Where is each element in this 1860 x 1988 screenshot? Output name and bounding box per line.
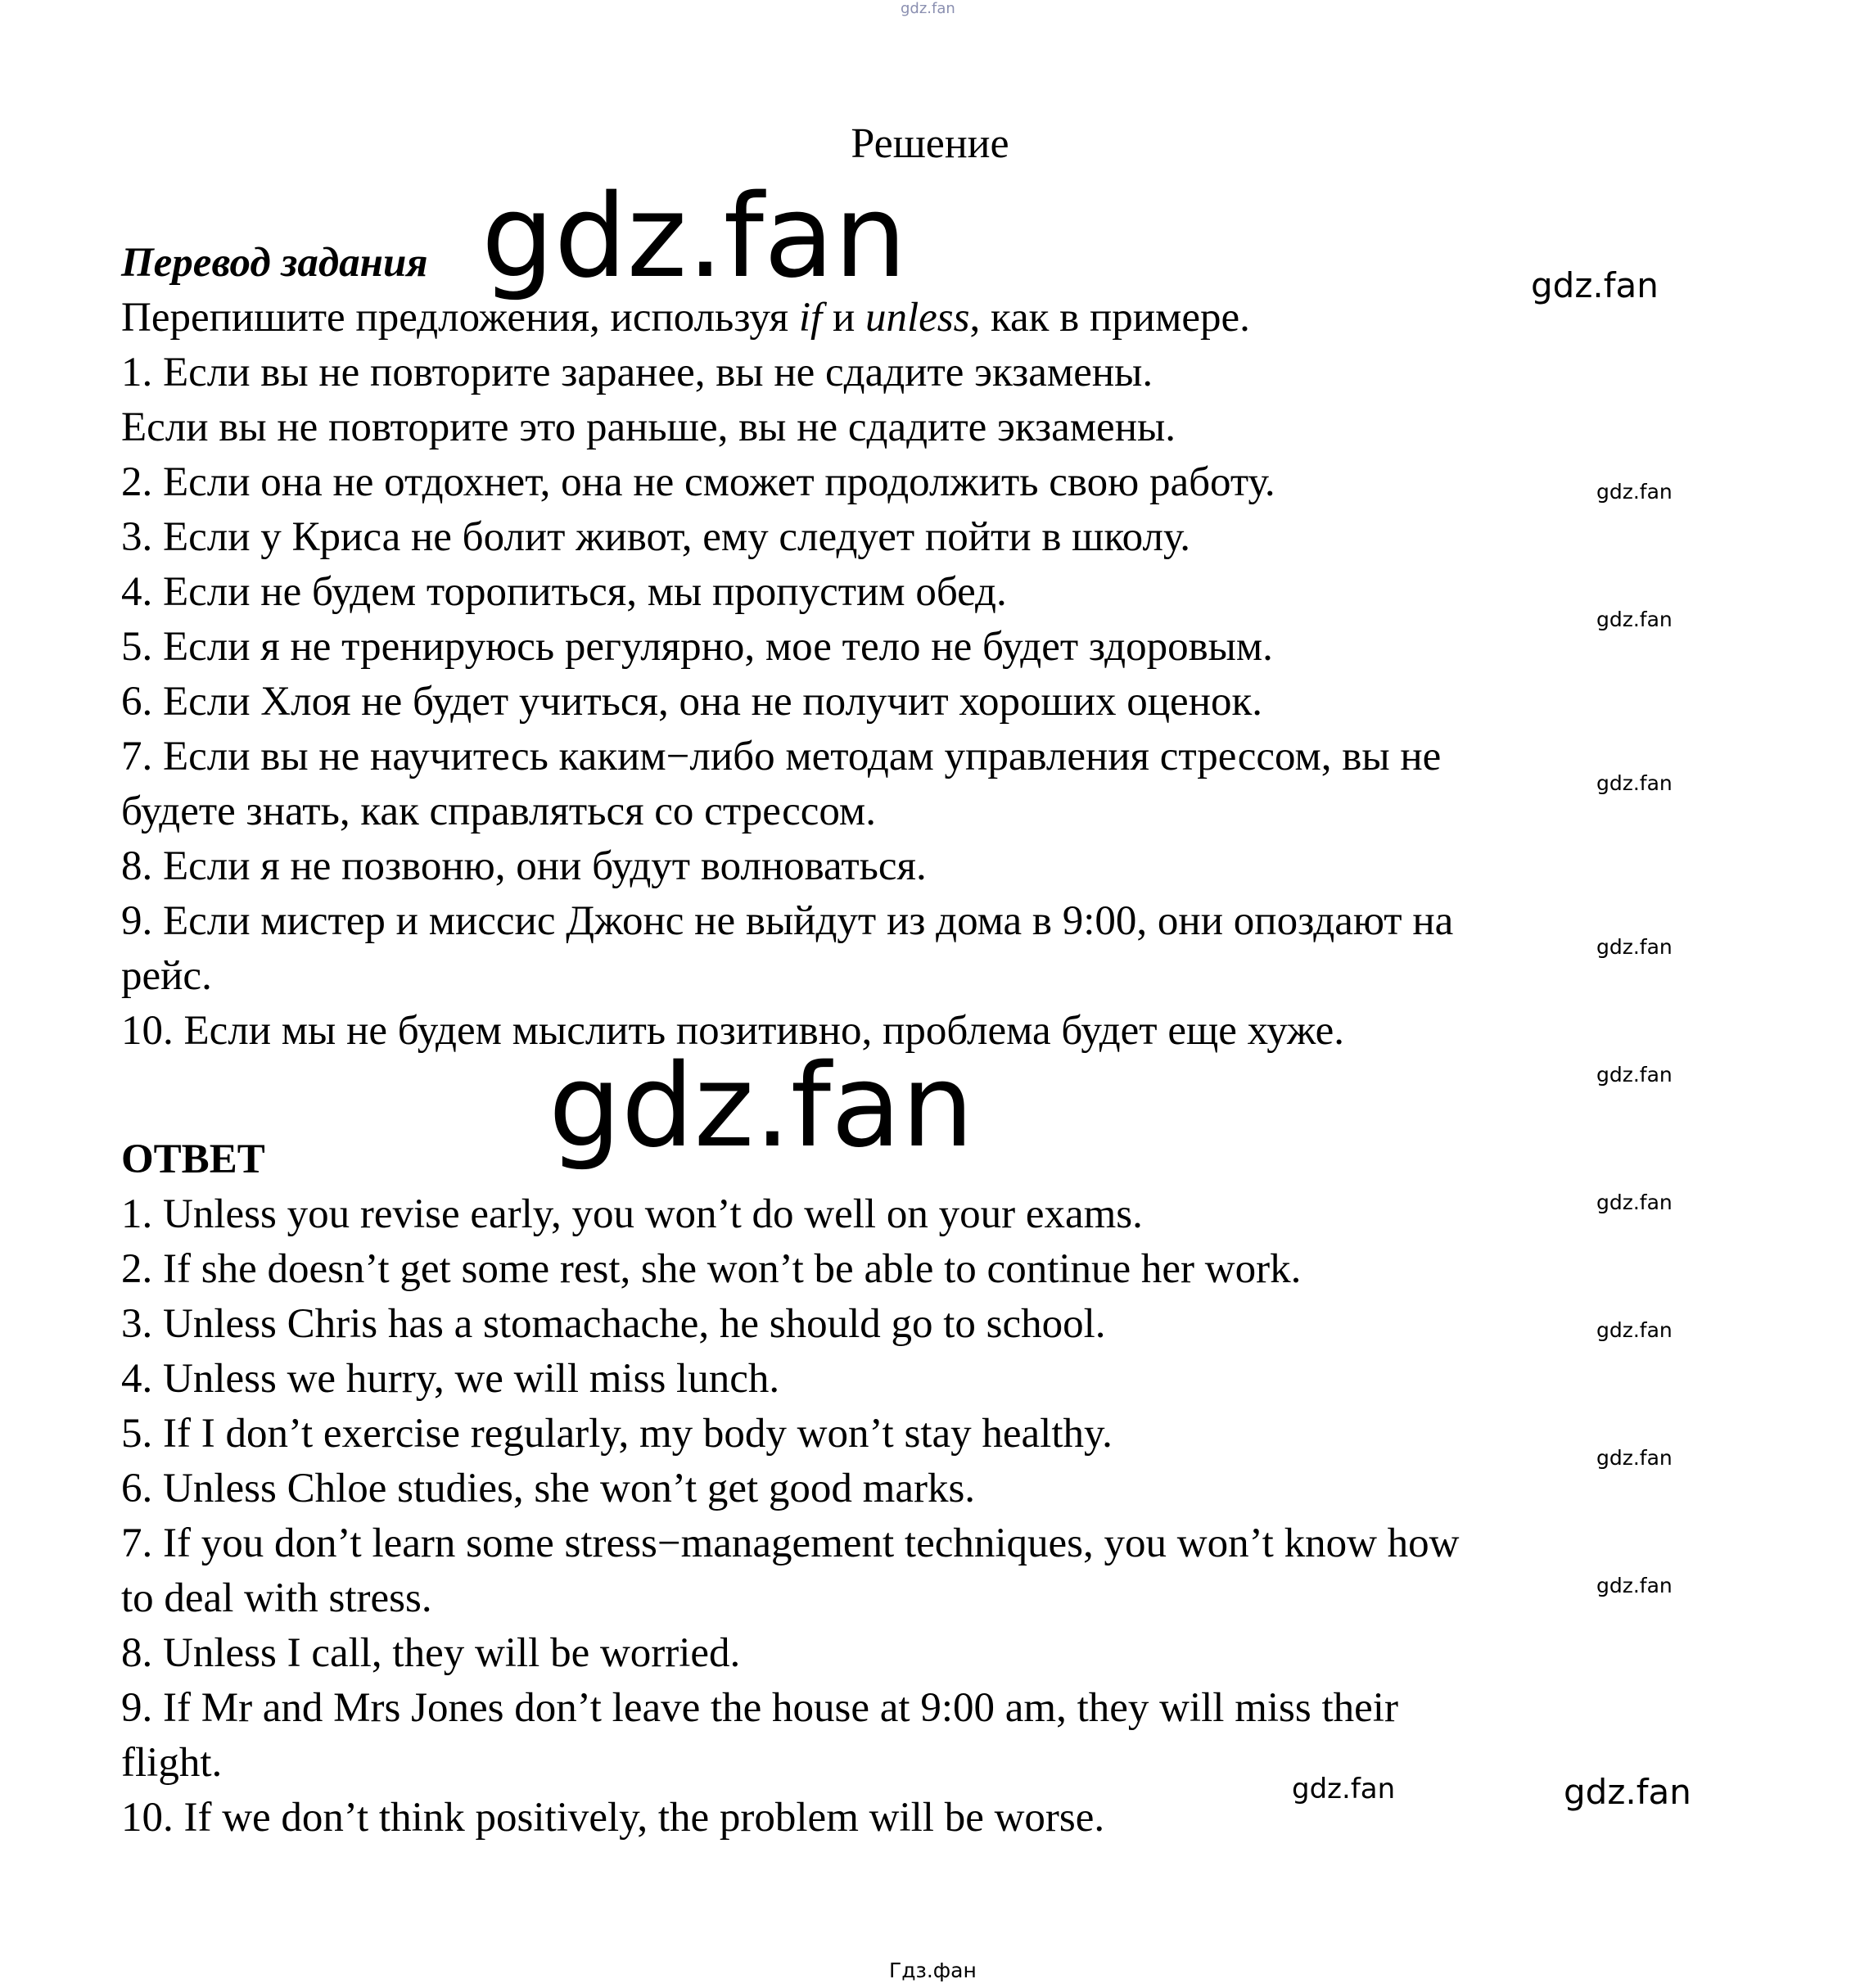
- answer-line: 6. Unless Chloe studies, she won’t get good marks.: [121, 1466, 976, 1511]
- instruction-text: Перепишите предложения, используя: [121, 295, 799, 341]
- watermark-medium: gdz.fan: [1564, 1772, 1691, 1812]
- answer-line: 9. If Mr and Mrs Jones don’t leave the house at 9:00 am, they will miss their: [121, 1685, 1398, 1731]
- watermark-small: gdz.fan: [1596, 1318, 1673, 1342]
- answer-line: flight.: [121, 1740, 223, 1786]
- solution-content: [121, 236, 1726, 1846]
- watermark-large: gdz.fan: [481, 170, 907, 304]
- task-line: 4. Если не будем торопиться, мы пропустим обед.: [121, 569, 1007, 615]
- instruction-text: и: [822, 295, 865, 341]
- task-line: 3. Если у Криса не болит живот, ему следует пойти в школу.: [121, 514, 1191, 560]
- watermark-small: gdz.fan: [1596, 480, 1673, 504]
- watermark-small: gdz.fan: [1596, 935, 1673, 959]
- task-lines: [121, 346, 1726, 1059]
- answer-line: 3. Unless Chris has a stomachache, he should go to school.: [121, 1301, 1106, 1347]
- task-line: рейс.: [121, 953, 212, 999]
- watermark-top: gdz.fan: [901, 0, 955, 17]
- task-line: будете знать, как справляться со стрессом.: [121, 788, 876, 834]
- watermark-small: gdz.fan: [1596, 608, 1673, 631]
- watermark-medium: gdz.fan: [1531, 265, 1659, 305]
- watermark-small: gdz.fan: [1596, 1191, 1673, 1214]
- watermark-small: gdz.fan: [1596, 771, 1673, 795]
- task-line: Если вы не повторите это раньше, вы не сдадите экзамены.: [121, 404, 1176, 450]
- watermark-large: gdz.fan: [549, 1040, 974, 1173]
- task-line: 1. Если вы не повторите заранее, вы не сдадите экзамены.: [121, 350, 1153, 395]
- watermark-small: gdz.fan: [1596, 1574, 1673, 1597]
- answer-line: 4. Unless we hurry, we will miss lunch.: [121, 1356, 780, 1402]
- answer-line: 1. Unless you revise early, you won’t do well on your exams.: [121, 1191, 1143, 1237]
- instruction-unless: unless: [865, 295, 970, 341]
- watermark-small: gdz.fan: [1596, 1446, 1673, 1470]
- task-instruction: [121, 291, 1726, 346]
- answer-line: to deal with stress.: [121, 1575, 432, 1621]
- task-line: 6. Если Хлоя не будет учиться, она не получит хороших оценок.: [121, 679, 1263, 725]
- answer-line: 7. If you don’t learn some stress−management techniques, you won’t know how: [121, 1520, 1460, 1566]
- watermark-bottom: Гдз.фан: [889, 1959, 977, 1982]
- task-line: 5. Если я не тренируюсь регулярно, мое тело не будет здоровым.: [121, 624, 1273, 670]
- answer-line: 10. If we don’t think positively, the problem will be worse.: [121, 1795, 1105, 1841]
- instruction-text: , как в примере.: [969, 295, 1250, 341]
- task-line: 2. Если она не отдохнет, она не сможет продолжить свою работу.: [121, 459, 1275, 505]
- watermark-inline: gdz.fan: [1292, 1773, 1396, 1805]
- task-heading: Перевод задания: [121, 240, 428, 286]
- answer-lines: [121, 1187, 1726, 1846]
- answer-heading: ОТВЕТ: [121, 1136, 265, 1182]
- answer-line: 5. If I don’t exercise regularly, my body won’t stay healthy.: [121, 1411, 1113, 1457]
- task-line: 9. Если мистер и миссис Джонс не выйдут из дома в 9:00, они опоздают на: [121, 898, 1454, 944]
- instruction-if: if: [798, 295, 823, 341]
- answer-line: 8. Unless I call, they will be worried.: [121, 1630, 741, 1676]
- watermark-small: gdz.fan: [1596, 1063, 1673, 1087]
- answer-line: 2. If she doesn’t get some rest, she won’t be able to continue her work.: [121, 1246, 1302, 1292]
- task-line: 10. Если мы не будем мыслить позитивно, проблема будет еще хуже.: [121, 1008, 1344, 1054]
- task-line: 8. Если я не позвоню, они будут волноваться.: [121, 843, 927, 889]
- page-title: Решение: [851, 120, 1009, 167]
- task-line: 7. Если вы не научитесь каким−либо методам управления стрессом, вы не: [121, 734, 1442, 779]
